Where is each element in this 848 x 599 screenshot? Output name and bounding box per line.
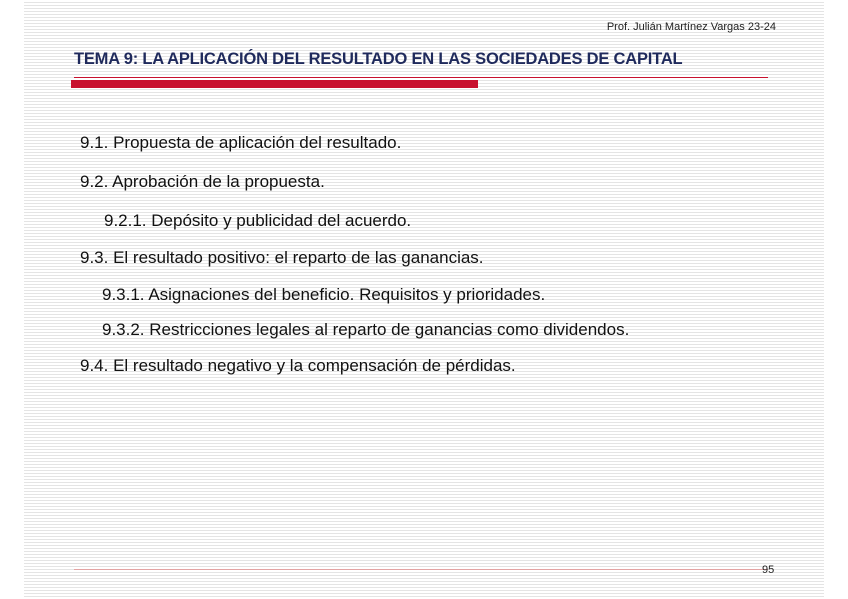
outline-item-9-3-1: 9.3.1. Asignaciones del beneficio. Requisitos y prioridades. — [102, 285, 546, 304]
footer-line — [74, 569, 768, 570]
outline-item-9-3: 9.3. El resultado positivo: el reparto de las ganancias. — [80, 248, 484, 267]
title-accent-bar — [71, 80, 478, 88]
slide — [24, 0, 824, 599]
author-credit: Prof. Julián Martínez Vargas 23-24 — [606, 21, 776, 33]
outline-item-9-3-2: 9.3.2. Restricciones legales al reparto de ganancias como dividendos. — [102, 320, 630, 339]
outline-item-9-1: 9.1. Propuesta de aplicación del resultado. — [80, 133, 402, 152]
outline-item-9-4: 9.4. El resultado negativo y la compensación de pérdidas. — [80, 356, 516, 375]
outline-item-9-2-1: 9.2.1. Depósito y publicidad del acuerdo. — [104, 211, 412, 230]
title-underline — [74, 77, 768, 78]
outline-item-9-2: 9.2. Aprobación de la propuesta. — [80, 172, 325, 191]
slide-title: TEMA 9: LA APLICACIÓN DEL RESULTADO EN LAS SOCIEDADES DE CAPITAL — [74, 50, 683, 68]
page-number: 95 — [762, 564, 775, 576]
